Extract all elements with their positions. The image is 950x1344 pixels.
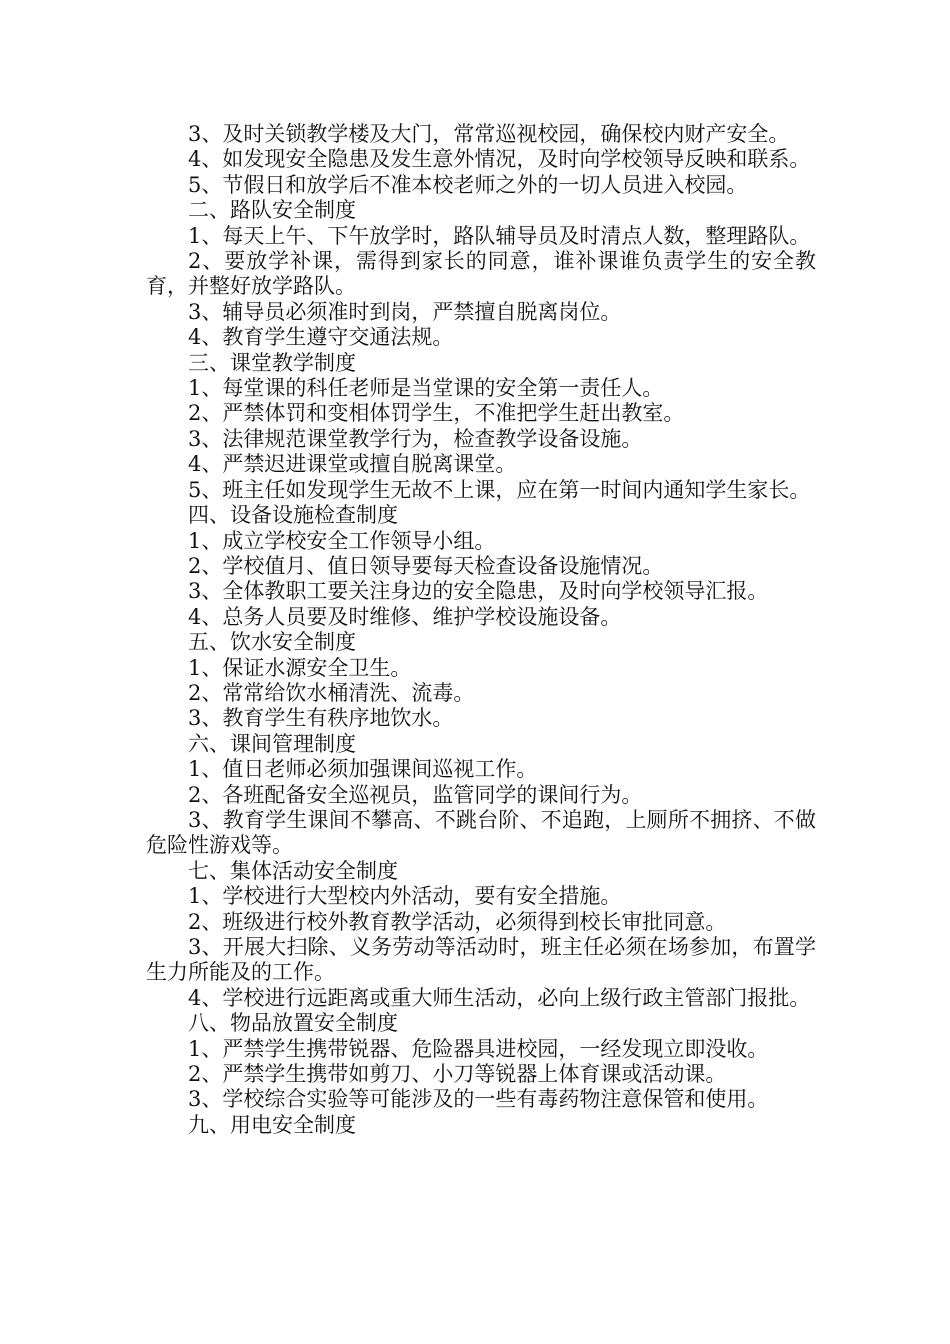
paragraph-19: 4、总务人员要及时维修、维护学校设施设备。 <box>188 604 622 629</box>
paragraph-36: 3、学校综合实验等可能涉及的一些有毒药物注意保管和使用。 <box>188 1087 769 1112</box>
paragraph-7: 3、辅导员必须准时到岗，严禁擅自脱离岗位。 <box>188 299 622 324</box>
section-heading-8: 八、物品放置安全制度 <box>188 1011 398 1036</box>
section-heading-6: 六、课间管理制度 <box>188 731 356 756</box>
paragraph-1: 3、及时关锁教学楼及大门，常常巡视校园，确保校内财产安全。 <box>188 122 790 146</box>
section-heading-2: 二、路队安全制度 <box>188 198 356 223</box>
paragraph-22: 2、常常给饮水桶清洗、流毒。 <box>188 680 475 705</box>
paragraph-6: 2、要放学补课，需得到家长的同意，谁补课谁负责学生的安全教育，并整好放学路队。 <box>146 249 816 299</box>
document-body <box>146 122 816 1138</box>
paragraph-18: 3、全体教职工要关注身边的安全隐患，及时向学校领导汇报。 <box>188 579 769 604</box>
paragraph-17: 2、学校值月、值日领导要每天检查设备设施情况。 <box>188 553 664 578</box>
paragraph-34: 1、严禁学生携带锐器、危险器具进校园，一经发现立即没收。 <box>188 1036 769 1061</box>
paragraph-21: 1、保证水源安全卫生。 <box>188 655 412 680</box>
paragraph-13: 4、严禁迟进课堂或擅自脱离课堂。 <box>188 452 517 477</box>
paragraph-27: 3、教育学生课间不攀高、不跳台阶、不追跑，上厕所不拥挤、不做危险性游戏等。 <box>146 807 816 858</box>
paragraph-11: 2、严禁体罚和变相体罚学生，不准把学生赶出教室。 <box>188 401 685 426</box>
section-heading-9: 九、用电安全制度 <box>188 1112 356 1137</box>
paragraph-35: 2、严禁学生携带如剪刀、小刀等锐器上体育课或活动课。 <box>188 1062 727 1087</box>
paragraph-30: 2、班级进行校外教育教学活动，必须得到校长审批同意。 <box>188 909 727 934</box>
paragraph-10: 1、每堂课的科任老师是当堂课的安全第一责任人。 <box>188 376 664 401</box>
paragraph-2: 4、如发现安全隐患及发生意外情况，及时向学校领导反映和联系。 <box>188 147 811 172</box>
paragraph-25: 1、值日老师必须加强课间巡视工作。 <box>188 757 538 782</box>
section-heading-7: 七、集体活动安全制度 <box>188 858 398 883</box>
paragraph-14: 5、班主任如发现学生无故不上课，应在第一时间内通知学生家长。 <box>188 477 811 502</box>
section-heading-4: 四、设备设施检查制度 <box>188 503 398 528</box>
section-heading-3: 三、课堂教学制度 <box>188 350 356 375</box>
paragraph-32: 4、学校进行远距离或重大师生活动，必向上级行政主管部门报批。 <box>188 985 811 1010</box>
paragraph-23: 3、教育学生有秩序地饮水。 <box>188 706 454 731</box>
paragraph-8: 4、教育学生遵守交通法规。 <box>188 325 454 350</box>
paragraph-3: 5、节假日和放学后不准本校老师之外的一切人员进入校园。 <box>188 172 748 197</box>
paragraph-16: 1、成立学校安全工作领导小组。 <box>188 528 496 553</box>
paragraph-26: 2、各班配备安全巡视员，监管同学的课间行为。 <box>188 782 643 807</box>
paragraph-5: 1、每天上午、下午放学时，路队辅导员及时清点人数，整理路队。 <box>188 223 811 248</box>
section-heading-5: 五、饮水安全制度 <box>188 630 356 655</box>
paragraph-12: 3、法律规范课堂教学行为，检查教学设备设施。 <box>188 426 643 451</box>
paragraph-31: 3、开展大扫除、义务劳动等活动时，班主任必须在场参加，布置学生力所能及的工作。 <box>146 935 816 985</box>
paragraph-29: 1、学校进行大型校内外活动，要有安全措施。 <box>188 884 622 909</box>
